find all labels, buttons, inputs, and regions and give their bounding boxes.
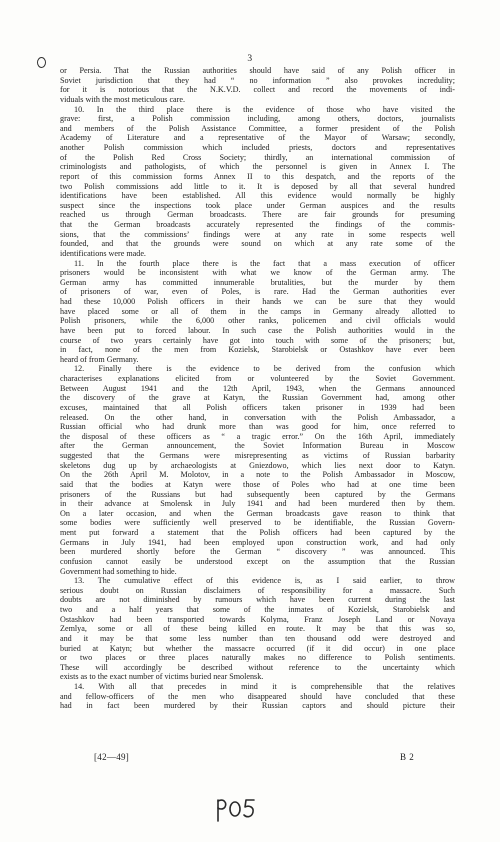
text-line: released. On the other hand, in conversation with the Polish Ambassador, a	[60, 412, 455, 422]
text-line: Ostashkov had been transported towards Kolyma, Franz Joseph Land or Novaya	[60, 614, 455, 624]
text-line: another Polish commission which included priests, doctors and representatives	[60, 143, 455, 152]
text-line: two Polish commissions add little to it. It is deposed by all that several hundred	[60, 181, 455, 191]
text-line: and fellow-officers of the men who disappeared should have concluded that these	[60, 691, 455, 701]
text-line: suggested that the Germans were misrepresenting as victims of Russian barbarity	[60, 451, 455, 460]
text-line: German army has committed innumerable brutalities, but the murder by them	[60, 277, 455, 287]
text-line: for it is notorious that the N.K.V.D. collect and record the movements of indi-	[60, 85, 455, 95]
text-line: grave: first, a Polish commission including, among others, doctors, journalists	[60, 114, 455, 124]
footer-reference: [42—49]	[94, 752, 130, 762]
text-line: sions, that the commissions’ findings were at any rate in some respects well	[60, 229, 455, 239]
text-line: two and a half years that some of the inmates of Kozielsk, Starobielsk and	[60, 605, 455, 614]
text-line: have been put to forced labour. In such case the Polish authorities would in the	[60, 325, 455, 335]
text-line: 11. In the fourth place there is the fact that a mass execution of officer	[74, 258, 455, 268]
text-line: reached us through German broadcasts. There are fair grounds for presuming	[60, 210, 455, 220]
text-line: On the 26th April M. Molotov, in a note to the Polish Ambassador in Moscow,	[60, 470, 455, 480]
text-line: 10. In the third place there is the evidence of those who have visited the	[74, 104, 455, 114]
text-line: been murdered shortly before the German “ discovery ” was announced. This	[60, 547, 455, 557]
text-line: or Persia. That the Russian authorities should have said of any Polish officer in	[60, 66, 455, 75]
text-line: Between August 1941 and the 12th April, 1943, when the Germans announced	[60, 383, 455, 393]
text-line: skeletons dug up by archaeologists at Gniezdowo, which lies next door to Katyn.	[60, 460, 455, 470]
text-line: report of this commission forms Annex II to this despatch, and the reports of the	[60, 171, 455, 181]
text-line: confusion cannot easily be understood except on the assumption that the Russian	[60, 556, 455, 566]
text-line: of the Polish Red Cross Society; thirdly, an international commission of	[60, 152, 455, 162]
text-line: characterises explanations elicited from or volunteered by the Soviet Government.	[60, 374, 455, 383]
text-line: the disposal of these officers as “ a tragic error.” On the 16th April, immediately	[60, 431, 455, 441]
text-line: criminologists and pathologists, of which the personnel is given in Annex I. The	[60, 162, 455, 172]
text-line: and members of the Polish Assistance Committee, a former president of the Polish	[60, 123, 455, 133]
text-line: identifications have been established. All this evidence would normally be highly	[60, 191, 455, 201]
text-line: in fact, none of the men from Kozielsk, Starobielsk or Ostashkov have ever been	[60, 345, 455, 355]
text-line: serious doubt on Russian disclaimers of responsibility for a massacre. Such	[60, 585, 455, 595]
paragraph	[60, 682, 455, 711]
text-line: in their advance at Smolensk in July 1941 and had been murdered then by them.	[60, 499, 455, 509]
text-line: prisoners of the Russians but had subsequently been captured by the Germans	[60, 489, 455, 499]
text-line: On a later occasion, and when the German broadcasts gave reason to think that	[60, 508, 455, 518]
text-line: 13. The cumulative effect of this evidence is, as I said earlier, to throw	[74, 576, 455, 586]
paragraph	[60, 364, 455, 576]
text-line: Academy of Literature and a representative of the Mayor of Warsaw; secondly,	[60, 133, 455, 143]
text-line: buried at Katyn; but whether the massacre occurred (if it did occur) in one place	[60, 643, 455, 653]
body-text	[60, 66, 455, 711]
text-line: founded, and that the grounds were sound on which at any rate some of the	[60, 239, 455, 249]
text-line: had in fact been murdered by their Russian captors and should picture their	[60, 701, 455, 711]
paragraph	[60, 576, 455, 682]
text-line: Germans in July 1941, had been employed upon construction work, and had only	[60, 537, 455, 547]
text-line: exists as to the exact number of victims buried near Smolensk.	[60, 672, 264, 682]
text-line: Zemlya, some or all of these being killed en route. It may be that this was so,	[60, 624, 455, 634]
text-line: excuses, maintained that all Polish officers taken prisoner in 1939 had been	[60, 402, 455, 412]
text-line: prisoners would be inconsistent with what we know of the German army. The	[60, 268, 455, 278]
text-line: ment put forward a statement that the Polish officers had been captured by the	[60, 528, 455, 537]
text-line: some bodies were sufficiently well preserved to be identifiable, the Russian Govern-	[60, 518, 455, 528]
text-line: Polish prisoners, while the 6,000 other ranks, policemen and civil officials would	[60, 316, 455, 326]
text-line: said that the bodies at Katyn were those of Poles who had at one time been	[60, 479, 455, 489]
text-line: viduals with the most meticulous care.	[60, 94, 186, 104]
text-line: course of two years certainly have got into touch with some of the prisoners; but,	[60, 335, 455, 345]
text-line: heard of from Germany.	[60, 354, 139, 364]
paragraph	[60, 259, 455, 365]
text-line: or two places or three places naturally makes no difference to Polish sentiments.	[60, 653, 455, 663]
text-line: 12. Finally there is the evidence to be derived from the confusion which	[74, 364, 455, 374]
text-line: 14. With all that precedes in mind it is comprehensible that the relatives	[74, 682, 455, 691]
paragraph	[60, 66, 455, 105]
footer-signature-mark: B 2	[400, 752, 415, 762]
paragraph	[60, 105, 455, 259]
text-line: of prisoners of war, even of Poles, is rare. Had the German authorities ever	[60, 287, 455, 297]
text-line: Soviet jurisdiction that they had “ no information ” also provokes incredulity;	[60, 75, 455, 85]
text-line: that the German broadcasts accurately represented the findings of the commis-	[60, 220, 455, 229]
text-line: the discovery of the grave at Katyn, the Russian Government had, among other	[60, 393, 455, 403]
text-line: These will accordingly be described without reference to the uncertainty which	[60, 662, 455, 672]
text-line: Government had something to hide.	[60, 566, 177, 576]
text-line: have placed some or all of them in the camps in Germany already allotted to	[60, 306, 455, 316]
text-line: after the German announcement, the Soviet Information Bureau in Moscow	[60, 441, 455, 451]
text-line: suspect since the inspections took place under German auspices and the results	[60, 200, 455, 210]
text-line: identifications were made.	[60, 248, 146, 258]
text-line: Russian official who had drunk more than was good for him, once referred to	[60, 422, 455, 432]
text-line: had these 10,000 Polish officers in their hands we can be sure that they would	[60, 297, 455, 306]
text-line: doubts are not diminished by rumours which have been current during the last	[60, 595, 455, 605]
text-line: and it may be that some less number than ten thousand odd were destroyed and	[60, 633, 455, 643]
handwritten-folio-number	[214, 794, 260, 824]
page-number: 3	[247, 54, 253, 64]
